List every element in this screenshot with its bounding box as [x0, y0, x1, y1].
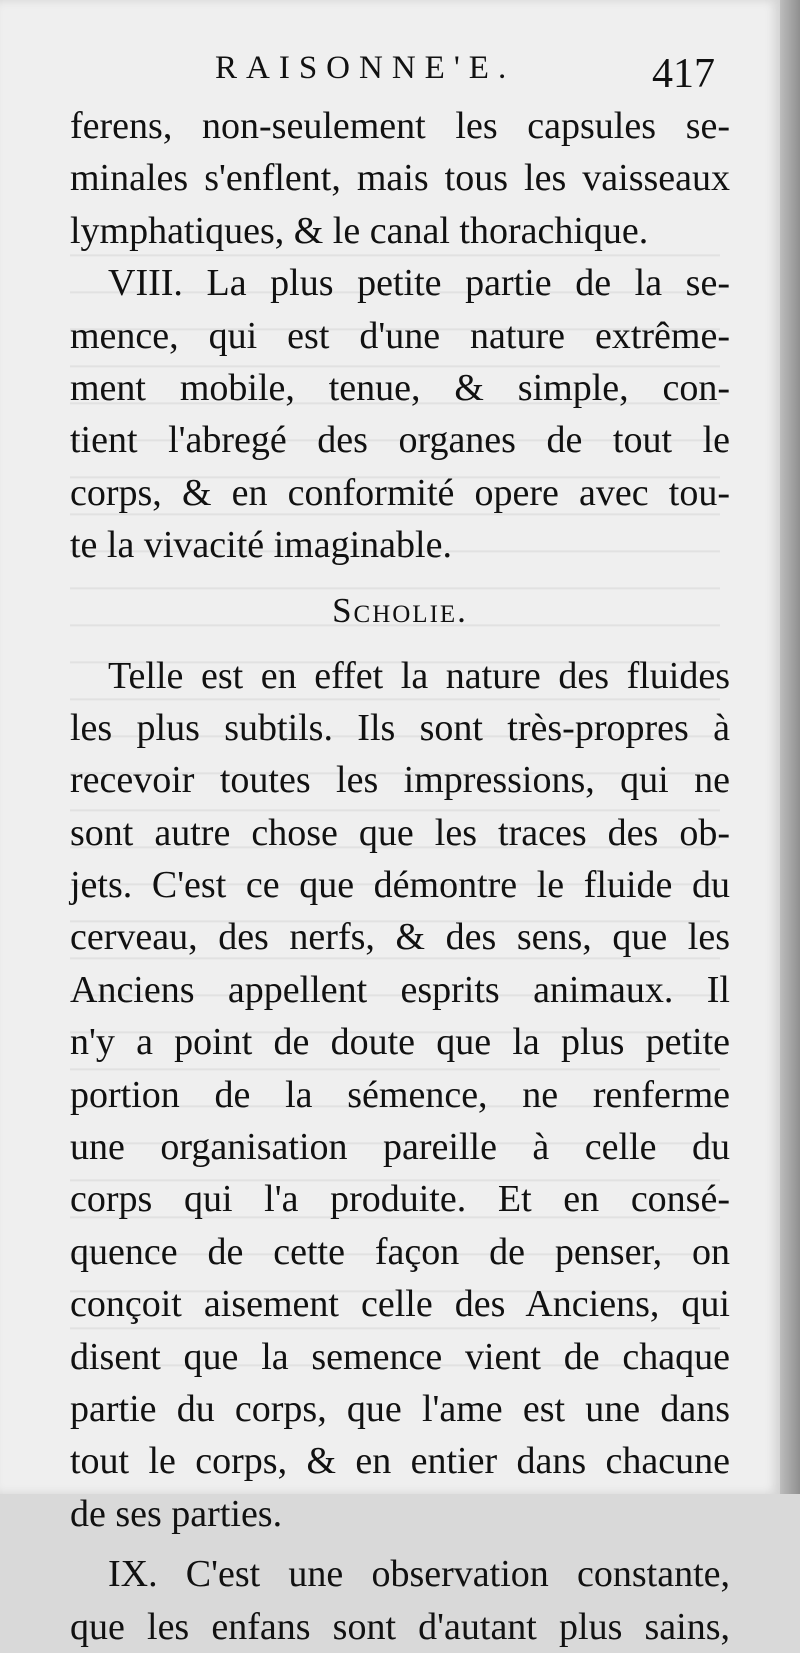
- text-line: ferens, non-seulement les capsules se-: [70, 105, 730, 147]
- text-line: tout le corps, & en entier dans chacune: [70, 1440, 730, 1483]
- text-line: n'y a point de doute que la plus petite: [70, 1021, 730, 1064]
- text-line: minales s'enflent, mais tous les vaisseaux: [70, 157, 730, 200]
- text-line: portion de la sémence, ne renferme: [70, 1073, 730, 1116]
- text-line: mence, qui est d'une nature extrême-: [70, 314, 730, 357]
- text-line: lymphatiques, & le canal thorachique.: [70, 209, 649, 252]
- text-line: Telle est en effet la nature des fluides: [108, 654, 730, 697]
- text-line: corps qui l'a produite. Et en consé-: [70, 1178, 730, 1221]
- text-block: [70, 100, 730, 1653]
- text-line: une organisation pareille à celle du: [70, 1126, 730, 1169]
- text-line: IX. C'est une observation constante,: [108, 1553, 730, 1596]
- text-line: jets. C'est ce que démontre le fluide du: [70, 864, 730, 907]
- text-line: que les enfans sont d'autant plus sains,: [70, 1605, 730, 1648]
- text-line: sont autre chose que les traces des ob-: [70, 811, 730, 854]
- section-heading: Scholie.: [332, 590, 468, 630]
- text-line: recevoir toutes les impressions, qui ne: [70, 759, 730, 802]
- text-line: conçoit aisement celle des Anciens, qui: [70, 1283, 730, 1326]
- text-line: quence de cette façon de penser, on: [70, 1230, 730, 1273]
- page-number: 417: [652, 51, 715, 97]
- page-gutter: [780, 0, 800, 1494]
- text-line: ment mobile, tenue, & simple, con-: [70, 366, 730, 409]
- text-line: corps, & en conformité opere avec tou-: [70, 471, 730, 514]
- text-line: disent que la semence vient de chaque: [70, 1335, 730, 1378]
- text-line: Anciens appellent esprits animaux. Il: [70, 968, 730, 1011]
- text-line: tient l'abregé des organes de tout le: [70, 419, 730, 462]
- text-line: partie du corps, que l'ame est une dans: [70, 1387, 730, 1430]
- text-line: te la vivacité imaginable.: [70, 524, 452, 567]
- text-line: cerveau, des nerfs, & des sens, que les: [70, 916, 730, 959]
- running-head: RAISONNE'E.: [215, 50, 516, 86]
- text-line: les plus subtils. Ils sont très-propres à: [70, 706, 730, 749]
- text-line: de ses parties.: [70, 1492, 283, 1535]
- text-line: VIII. La plus petite partie de la se-: [108, 262, 730, 305]
